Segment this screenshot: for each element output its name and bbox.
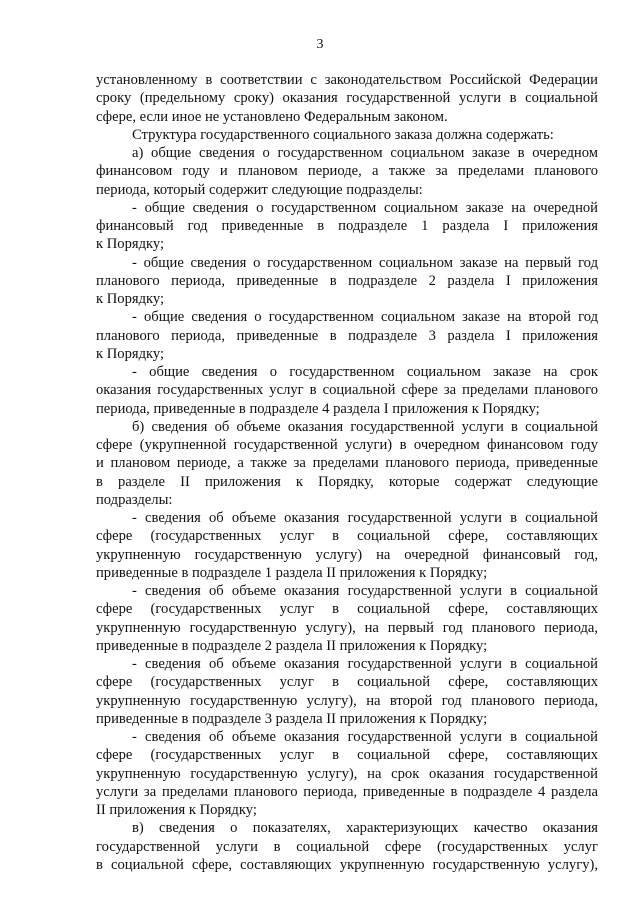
text-line: к Порядку;: [96, 345, 165, 362]
text-line: Структура государственного социального заказа должна содержать:: [132, 126, 554, 143]
text-line: - общие сведения о государственном социальном заказе на срок: [132, 364, 598, 380]
text-line: в социальной сфере, составляющих укрупненную государственную услугу),: [96, 856, 598, 873]
text-line: в) сведения о показателях, характеризующих качество оказания: [132, 820, 598, 837]
text-line: - сведения об объеме оказания государственной услуги в социальной: [132, 729, 598, 745]
text-line: планового периода, приведенные в подразделе 2 раздела I приложения: [96, 272, 598, 289]
text-line: приведенные в подразделе 2 раздела II приложения к Порядку;: [96, 637, 488, 654]
text-line: сфере (укрупненной государственной услуги) в очередном финансовом году: [96, 437, 598, 453]
text-line: - сведения об объеме оказания государственной услуги в социальной: [132, 510, 598, 526]
text-line: услуги за пределами планового периода, приведенные в подразделе 4 раздела: [96, 783, 598, 800]
text-line: сфере (государственных услуг в социальной сфере, составляющих: [96, 528, 598, 545]
text-line: - сведения об объеме оказания государственной услуги в социальной: [132, 656, 598, 672]
text-line: сфере (государственных услуг в социальной сфере, составляющих: [96, 747, 598, 764]
text-line: и плановом периоде, а также за пределами планового периода, приведенные: [96, 455, 598, 472]
text-line: финансовом году и плановом периоде, а также за пределами планового: [96, 163, 598, 180]
text-line: в разделе II приложения к Порядку, которые содержат следующие: [96, 473, 598, 490]
text-line: II приложения к Порядку;: [96, 802, 257, 818]
text-line: - общие сведения о государственном социальном заказе на очередной: [132, 199, 598, 216]
text-line: периода, который содержит следующие подразделы:: [96, 181, 423, 198]
text-line: укрупненную государственную услугу) на очередной финансовый год,: [96, 546, 598, 563]
text-line: приведенные в подразделе 3 раздела II приложения к Порядку;: [96, 710, 488, 727]
text-line: приведенные в подразделе 1 раздела II приложения к Порядку;: [96, 564, 488, 581]
text-line: установленному в соответствии с законодательством Российской Федерации: [96, 72, 598, 88]
text-line: сфере (государственных услуг в социальной сфере, составляющих: [96, 674, 598, 691]
text-line: планового периода, приведенные в подразделе 3 раздела I приложения: [96, 327, 598, 344]
text-line: сфере (государственных услуг в социальной сфере, составляющих: [96, 601, 598, 618]
text-line: сфере, если иное не установлено Федеральным законом.: [96, 108, 448, 125]
text-line: к Порядку;: [96, 291, 165, 307]
text-line: б) сведения об объеме оказания государственной услуги в социальной: [132, 418, 598, 435]
text-line: - сведения об объеме оказания государственной услуги в социальной: [132, 583, 598, 599]
text-line: к Порядку;: [96, 236, 165, 253]
text-line: подразделы:: [96, 491, 173, 508]
text-line: сроку (предельному сроку) оказания государственной услуги в социальной: [96, 90, 598, 107]
document-body: [96, 71, 598, 874]
text-line: - общие сведения о государственном социальном заказе на первый год: [132, 254, 598, 271]
text-line: финансовый год приведенные в подразделе 1 раздела I приложения: [96, 218, 598, 234]
text-line: государственной услуги в социальной сфере (государственных услуг: [96, 838, 598, 855]
text-line: - общие сведения о государственном социальном заказе на второй год: [132, 309, 598, 326]
text-line: укрупненную государственную услугу), на срок оказания государственной: [96, 765, 598, 782]
page-number: 3: [316, 37, 324, 52]
text-line: укрупненную государственную услугу), на второй год планового периода,: [96, 692, 598, 709]
text-line: периода, приведенные в подразделе 4 раздела I приложения к Порядку;: [96, 400, 540, 417]
text-line: укрупненную государственную услугу), на первый год планового периода,: [96, 619, 598, 636]
text-line: оказания государственных услуг в социальной сфере за пределами планового: [96, 382, 598, 399]
text-line: а) общие сведения о государственном социальном заказе в очередном: [132, 145, 598, 161]
